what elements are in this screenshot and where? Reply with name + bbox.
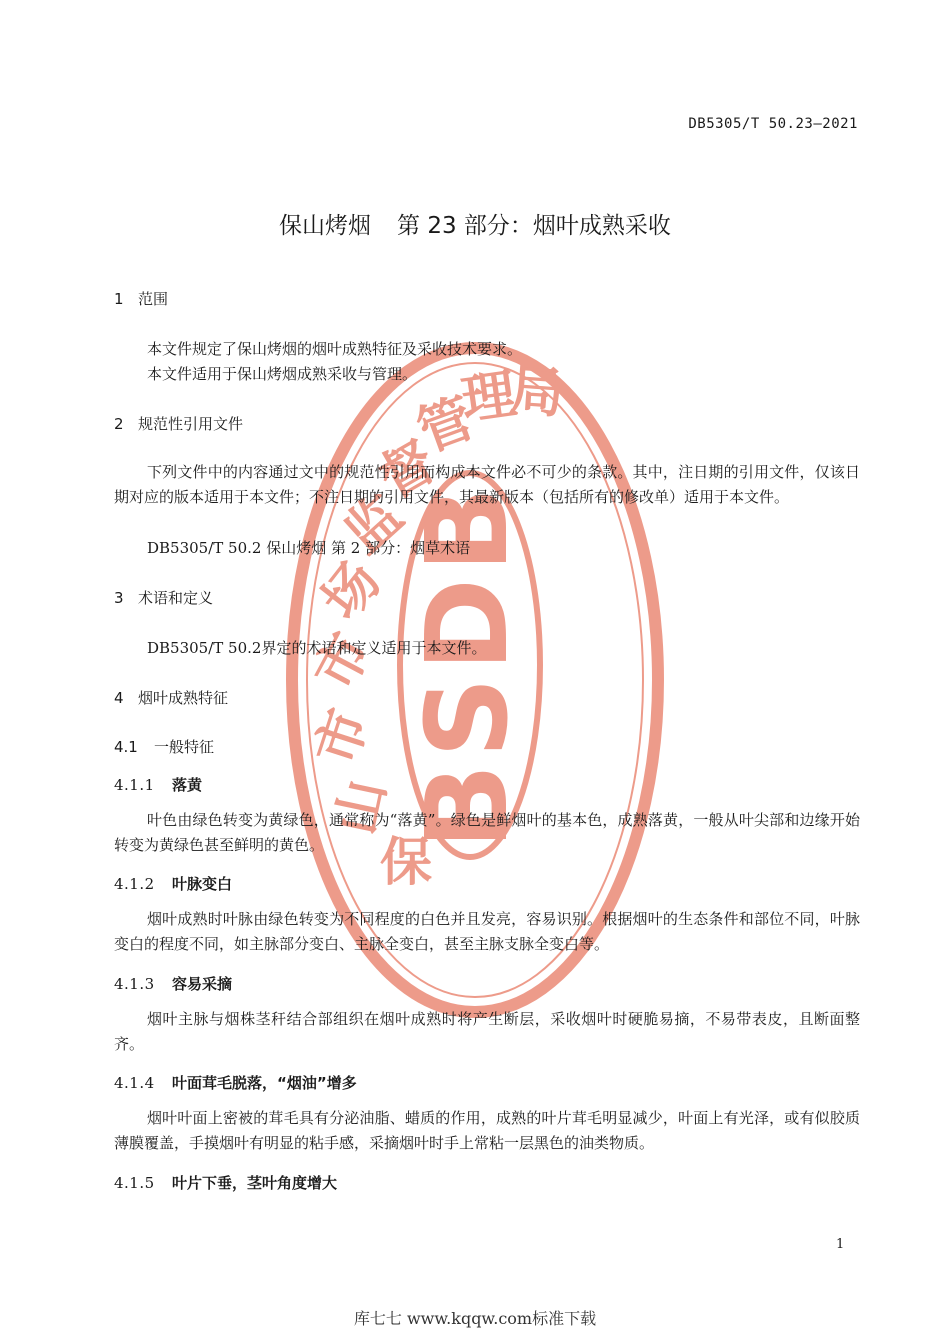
section-label: 叶片下垂，茎叶角度增大 — [172, 1174, 338, 1192]
section-number: 4.1 — [114, 738, 138, 756]
section-label: 范围 — [138, 290, 169, 308]
document-number: DB5305/T 50.23—2021 — [688, 116, 858, 132]
svg-text:理: 理 — [457, 362, 520, 432]
svg-text:保: 保 — [380, 833, 433, 893]
section-number: 4 — [114, 689, 124, 707]
title-part1: 保山烤烟 — [279, 213, 372, 239]
section-label: 容易采摘 — [172, 975, 233, 993]
svg-text:BSDB: BSDB — [403, 480, 533, 850]
section-number: 4.1.3 — [114, 975, 155, 993]
section-3-heading — [114, 587, 213, 608]
paragraph: 叶色由绿色转变为黄绿色，通常称为“落黄”。绿色是鲜烟叶的基本色，成熟落黄，一般从叶尖部和边缘开始转变为黄绿色甚至鲜明的黄色。 — [114, 811, 860, 854]
svg-text:督: 督 — [368, 429, 447, 511]
section-4-1-heading — [114, 736, 214, 757]
section-label: 一般特征 — [154, 738, 215, 756]
svg-text:管: 管 — [409, 386, 482, 464]
section-4-heading — [114, 687, 228, 708]
paragraph: 烟叶主脉与烟株茎秆结合部组织在烟叶成熟时将产生断层，采收烟叶时硬脆易摘，不易带表皮，且断面整齐。 — [114, 1010, 860, 1053]
section-4-1-1-heading — [114, 774, 202, 795]
svg-text:局: 局 — [507, 358, 567, 426]
section-4-1-5-heading — [114, 1172, 337, 1193]
svg-text:监: 监 — [332, 482, 415, 566]
reference-item: DB5305/T 50.2 保山烤烟 第 2 部分：烟草术语 — [147, 539, 471, 557]
section-label: 术语和定义 — [138, 589, 214, 607]
svg-text:场: 场 — [309, 549, 393, 632]
section-label: 烟叶成熟特征 — [138, 689, 229, 707]
section-label: 规范性引用文件 — [138, 415, 244, 433]
section-4-1-2-heading — [114, 873, 232, 894]
svg-text:市: 市 — [302, 622, 384, 701]
paragraph: 本文件规定了保山烤烟的烟叶成熟特征及采收技术要求。 — [147, 340, 523, 358]
document-title — [0, 207, 950, 240]
footer-watermark-text: 库七七 www.kqqw.com标准下载 — [353, 1309, 597, 1328]
section-number: 2 — [114, 415, 124, 433]
section-label: 落黄 — [172, 776, 203, 794]
section-number: 1 — [114, 290, 124, 308]
section-number: 4.1.5 — [114, 1174, 155, 1192]
page-number: 1 — [836, 1237, 845, 1252]
section-number: 3 — [114, 589, 124, 607]
paragraph: 本文件适用于保山烤烟成熟采收与管理。 — [147, 365, 418, 383]
paragraph: 烟叶成熟时叶脉由绿色转变为不同程度的白色并且发亮，容易识别。根据烟叶的生态条件和部位不同，叶脉变白的程度不同，如主脉部分变白、主脉全变白，甚至主脉支脉全变白等。 — [114, 910, 860, 953]
svg-text:市: 市 — [303, 701, 381, 773]
paragraph: 烟叶叶面上密被的茸毛具有分泌油脂、蜡质的作用，成熟的叶片茸毛明显减少，叶面上有光泽，或有似胶质薄膜覆盖，手摸烟叶有明显的粘手感，采摘烟叶时手上常粘一层黑色的油类物质。 — [114, 1109, 860, 1152]
section-number: 4.1.4 — [114, 1074, 155, 1092]
section-2-heading — [114, 413, 243, 434]
section-label: 叶面茸毛脱落，“烟油”增多 — [172, 1074, 357, 1092]
title-part2: 第 23 部分：烟叶成熟采收 — [397, 213, 671, 239]
section-label: 叶脉变白 — [172, 875, 233, 893]
svg-text:山: 山 — [324, 774, 397, 840]
section-4-1-4-heading — [114, 1072, 357, 1093]
paragraph: 下列文件中的内容通过文中的规范性引用而构成本文件必不可少的条款。其中，注日期的引用文件，仅该日期对应的版本适用于本文件；不注日期的引用文件，其最新版本（包括所有的修改单）适用于本文件。 — [114, 463, 860, 506]
paragraph: DB5305/T 50.2界定的术语和定义适用于本文件。 — [147, 639, 487, 657]
section-1-heading — [114, 288, 168, 309]
section-number: 4.1.1 — [114, 776, 155, 794]
section-number: 4.1.2 — [114, 875, 155, 893]
section-4-1-3-heading — [114, 973, 232, 994]
